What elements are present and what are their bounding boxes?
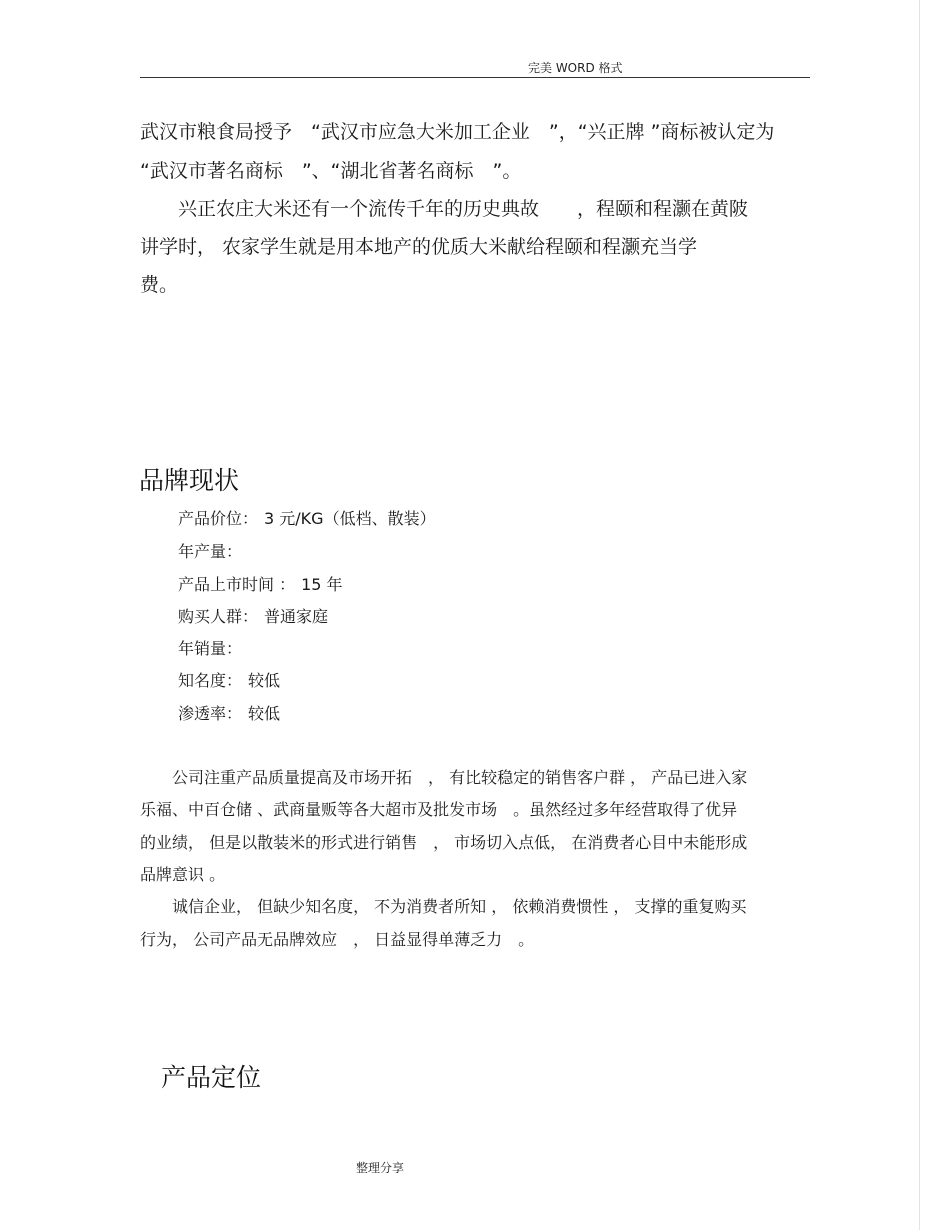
intro-line-3: 兴正农庄大米还有一个流传千年的历史典故 ，程颐和程灏在黄陂 bbox=[140, 198, 749, 220]
page-edge-rule bbox=[919, 0, 920, 1230]
section-heading-brand-status: 品牌现状 bbox=[139, 466, 240, 495]
stat-label: 购买人群： bbox=[178, 607, 259, 626]
stat-penetration bbox=[178, 701, 280, 724]
section-heading-product-positioning: 产品定位 bbox=[161, 1063, 262, 1092]
intro-line-2: “武汉市著名商标 ”、“湖北省著名商标 ”。 bbox=[140, 160, 522, 182]
stat-label: 年产量： bbox=[178, 542, 243, 561]
header-divider bbox=[140, 77, 810, 78]
body-line-4: 品牌意识 。 bbox=[140, 865, 226, 884]
stat-awareness bbox=[178, 668, 280, 691]
stat-value: 较低 bbox=[248, 671, 281, 690]
stat-value: 15 年 bbox=[301, 575, 343, 594]
stat-annual-output bbox=[178, 539, 248, 562]
stat-annual-sales bbox=[178, 636, 248, 659]
body-line-2: 乐福、中百仓储 、武商量贩等各大超市及批发市场 。虽然经过多年经营取得了优异 bbox=[140, 800, 738, 819]
stat-launch-time bbox=[178, 572, 343, 595]
stat-value: 3 元/KG（低档、散装） bbox=[264, 509, 436, 528]
body-line-5: 诚信企业， 但缺少知名度， 不为消费者所知 ， 依赖消费惯性 ， 支撑的重复购买 bbox=[140, 897, 747, 916]
stat-label: 产品价位： bbox=[178, 509, 259, 528]
stat-label: 渗透率： bbox=[178, 704, 243, 723]
stat-value: 普通家庭 bbox=[264, 607, 329, 626]
intro-line-5: 费。 bbox=[140, 274, 179, 296]
body-line-3: 的业绩， 但是以散装米的形式进行销售 ， 市场切入点低， 在消费者心目中未能形成 bbox=[140, 833, 748, 852]
body-line-6: 行为， 公司产品无品牌效应 ， 日益显得单薄乏力 。 bbox=[140, 930, 535, 949]
stat-target-buyers bbox=[178, 604, 328, 627]
body-line-1: 公司注重产品质量提高及市场开拓 ， 有比较稳定的销售客户群 ， 产品已进入家 bbox=[140, 768, 748, 787]
stat-value: 较低 bbox=[248, 704, 281, 723]
stat-label: 知名度： bbox=[178, 671, 243, 690]
stat-label: 产品上市时间 ： bbox=[178, 575, 296, 594]
intro-line-1: 武汉市粮食局授予 “武汉市应急大米加工企业 ”，“兴正牌 ”商标被认定为 bbox=[140, 121, 775, 143]
page-footer: 整理分享 bbox=[356, 1161, 405, 1175]
stat-price bbox=[178, 506, 436, 529]
stat-label: 年销量： bbox=[178, 639, 243, 658]
page-header: 完美 WORD 格式 bbox=[528, 61, 623, 75]
intro-line-4: 讲学时， 农家学生就是用本地产的优质大米献给程颐和程灏充当学 bbox=[140, 236, 698, 258]
